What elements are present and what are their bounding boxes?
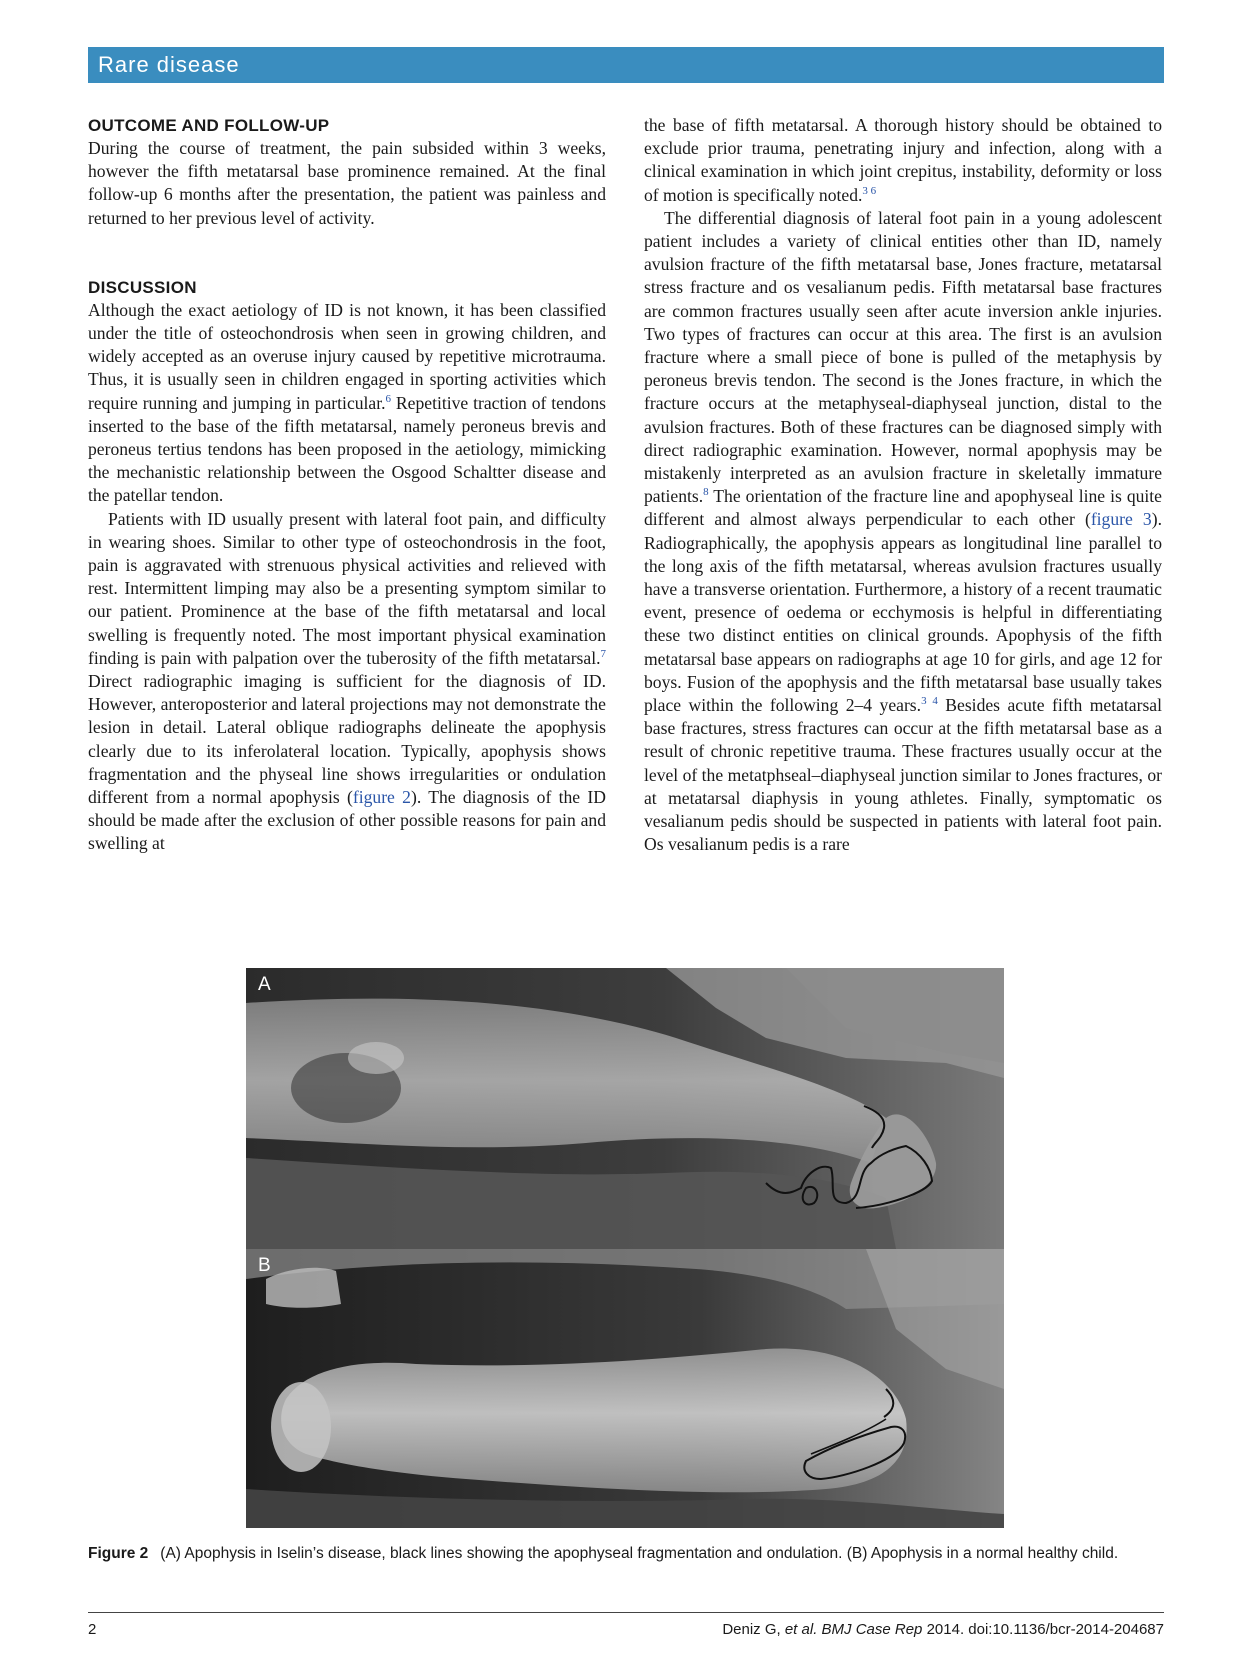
- figure-2: [246, 968, 1004, 1528]
- section-banner: Rare disease: [88, 47, 1164, 83]
- left-column: [88, 114, 606, 856]
- discussion-heading: DISCUSSION: [88, 277, 197, 297]
- outcome-paragraph: During the course of treatment, the pain subsided within 3 weeks, however the fifth metatarsal base prominence remained. At the final follow-up 6 months after the presentation, the patient was painless and returned to her previous level of activity.: [88, 138, 606, 228]
- figure-caption: [88, 1543, 1164, 1564]
- discussion-paragraph-1: Although the exact aetiology of ID is not known, it has been classified under the title of osteochondrosis when seen in growing children, and widely accepted as an overuse injury caused by repetitive microtrauma. Thus, it is usually seen in children engaged in sporting activities which require running and jumping in particular.$^6$ Repetitive traction of tendons inserted to the base of the fifth metatarsal, namely peroneus brevis and peroneus tertius tendons has been proposed in the aetiology, mimicking the mechanistic relationship between the Osgood Schaltter disease and the patellar tendon.: [88, 299, 606, 506]
- footer-divider: [88, 1612, 1164, 1613]
- panel-b-label: B: [258, 1255, 271, 1276]
- caption-label: Figure 2: [88, 1545, 149, 1562]
- xray-image-a: [246, 968, 1004, 1249]
- discussion-paragraph-2: Patients with ID usually present with lateral foot pain, and difficulty in wearing shoes. Similar to other type of osteochondrosis in the foot, pain is aggravated with strenuous physical activities and relieved with rest. Intermittent limping may also be a presenting symptom similar to our patient. Prominence at the base of the fifth metatarsal and local swelling is frequently noted. The most important physical examination finding is pain with palpation over the tuberosity of the fifth metatarsal.$^7$ Direct radiographic imaging is sufficient for the diagnosis of ID. However, anteroposterior and lateral projections may not demonstrate the lesion in detail. Lateral oblique radiographs delineate the apophysis clearly due to its inferolateral location. Typically, apophysis shows fragmentation and the physeal line shows irregularities or ondulation different from a normal apophysis (figure 2). The diagnosis of the ID should be made after the exclusion of other possible reasons for pain and swelling at: [88, 508, 606, 854]
- right-column: [644, 114, 1162, 857]
- reference-link[interactable]: 3 4: [921, 695, 938, 708]
- reference-link[interactable]: 8: [703, 486, 709, 499]
- caption-text: (A) Apophysis in Iselin’s disease, black lines showing the apophyseal fragmentation and ondulation. (B) Apophysis in a normal healthy child.: [160, 1545, 1119, 1562]
- right-paragraph-2: The differential diagnosis of lateral foot pain in a young adolescent patient includes a variety of clinical entities other than ID, namely avulsion fracture of the fifth metatarsal base, Jones fracture, metatarsal stress fracture and os vesalianum pedis. Fifth metatarsal base fractures are common fractures usually seen after acute inversion ankle injuries. Two types of fractures can occur at this area. The first is an avulsion fracture where a small piece of bone is pulled of the metaphysis by peroneus brevis tendon. The second is the Jones fracture, in which the fracture occurs at the metaphyseal-diaphyseal junction, distal to the avulsion fractures. Both of these fractures can be diagnosed simply with direct radiographic examination. However, normal apophysis may be mistakenly interpreted as an avulsion fracture in skeletally immature patients.$^8$ The orientation of the fracture line and apophyseal line is quite different and almost always perpendicular to each other (figure 3). Radiographically, the apophysis appears as longitudinal line parallel to the long axis of the fifth metatarsal, whereas avulsion fractures usually have a transverse orientation. Furthermore, a history of a recent traumatic event, presence of oedema or ecchymosis is helpful in differentiating these two distinct entities on clinical grounds. Apophysis of the fifth metatarsal base appears on radiographs at age 10 for girls, and age 12 for boys. Fusion of the apophysis and the fifth metatarsal base usually takes place within the following 2–4 years.$^{3 4}$ Besides acute fifth metatarsal base fractures, stress fractures can occur at the fifth metatarsal base as a result of chronic repetitive trauma. These fractures usually occur at the level of the metatphseal–diaphyseal junction similar to Jones fractures, or at metatarsal diaphysis in young athletes. Finally, symptomatic os vesalianum pedis should be suspected in patients with lateral foot pain. Os vesalianum pedis is a rare: [644, 207, 1163, 855]
- figure-2-link[interactable]: figure 2: [352, 787, 411, 808]
- reference-link[interactable]: 6: [385, 392, 392, 405]
- xray-panel-a: [246, 968, 1004, 1249]
- reference-link[interactable]: 7: [600, 648, 606, 660]
- citation: Deniz G, et al. BMJ Case Rep 2014. doi:10.1136/bcr-2014-204687: [722, 1621, 1164, 1638]
- right-paragraph-1: the base of fifth metatarsal. A thorough history should be obtained to exclude prior trauma, penetrating injury and infection, along with a clinical examination in which joint crepitus, instability, deformity or loss of motion is specifically noted.$^{3 6}$: [644, 115, 1162, 205]
- reference-link[interactable]: 3 6: [862, 184, 877, 197]
- panel-a-label: A: [258, 974, 271, 995]
- page-number: 2: [88, 1621, 97, 1638]
- xray-image-b: [246, 1249, 1004, 1528]
- figure-3-link[interactable]: figure 3: [1090, 509, 1152, 530]
- xray-panel-b: [246, 1249, 1004, 1528]
- outcome-heading: OUTCOME AND FOLLOW-UP: [88, 116, 330, 135]
